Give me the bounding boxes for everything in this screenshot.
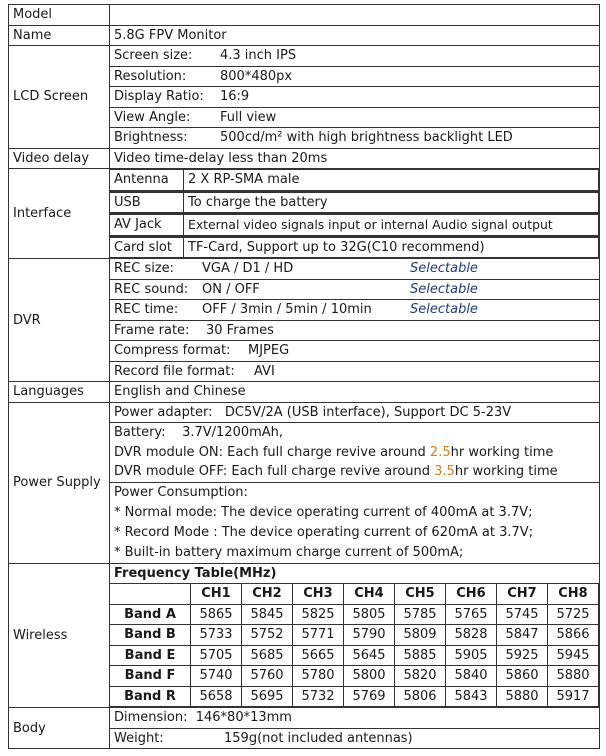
band-row bbox=[110, 686, 599, 707]
frequency-corner bbox=[110, 584, 191, 605]
freq-cell: 5847 bbox=[497, 625, 548, 646]
freq-cell: 5880 bbox=[548, 666, 599, 687]
frequency-table-cell bbox=[110, 563, 600, 708]
freq-cell: 5945 bbox=[548, 645, 599, 666]
dvr-rec-sound bbox=[110, 279, 600, 300]
channel-header: CH8 bbox=[548, 584, 599, 605]
band-name: Band B bbox=[110, 625, 191, 646]
channel-header: CH6 bbox=[446, 584, 497, 605]
interface-cell bbox=[110, 191, 600, 214]
lcd-value: 500cd/m² with high brightness backlight LED bbox=[220, 130, 513, 146]
power-key: Power Supply bbox=[9, 402, 110, 563]
freq-cell: 5769 bbox=[344, 686, 395, 707]
band-name: Band A bbox=[110, 604, 191, 625]
video-delay-value: Video time-delay less than 20ms bbox=[110, 148, 600, 169]
freq-cell: 5809 bbox=[395, 625, 446, 646]
band-name: Band R bbox=[110, 686, 191, 707]
freq-cell: 5785 bbox=[395, 604, 446, 625]
lcd-row bbox=[9, 46, 600, 67]
lcd-label: Display Ratio: bbox=[114, 89, 204, 105]
body-key: Body bbox=[9, 708, 110, 749]
freq-cell: 5685 bbox=[242, 645, 293, 666]
lcd-view-angle bbox=[110, 107, 600, 128]
dvr-label: REC size: bbox=[114, 261, 175, 277]
freq-cell: 5843 bbox=[446, 686, 497, 707]
interface-value: 2 X RP-SMA male bbox=[184, 170, 599, 191]
freq-cell: 5725 bbox=[548, 604, 599, 625]
dvr-value: OFF / 3min / 5min / 10min bbox=[202, 302, 372, 318]
spec-table bbox=[8, 4, 600, 749]
interface-label: Card slot bbox=[110, 237, 184, 258]
dvr-frame-rate bbox=[110, 320, 600, 341]
power-consumption-line: * Built-in battery maximum charge current of 500mA; bbox=[114, 544, 464, 560]
frequency-header-row bbox=[110, 584, 599, 605]
dvr-rec-time bbox=[110, 300, 600, 321]
freq-cell: 5733 bbox=[191, 625, 242, 646]
freq-cell: 5732 bbox=[293, 686, 344, 707]
body-dimension: Dimension: 146*80*13mm bbox=[110, 708, 600, 729]
lcd-value: Full view bbox=[220, 109, 277, 125]
freq-cell: 5760 bbox=[242, 666, 293, 687]
dvr-label: REC time: bbox=[114, 302, 179, 318]
freq-cell: 5917 bbox=[548, 686, 599, 707]
lcd-label: Screen size: bbox=[114, 48, 193, 64]
lcd-key: LCD Screen bbox=[9, 46, 110, 149]
power-consumption-cell bbox=[110, 482, 600, 563]
freq-cell: 5885 bbox=[395, 645, 446, 666]
band-row bbox=[110, 645, 599, 666]
power-row bbox=[9, 402, 600, 423]
dvr-value: VGA / D1 / HD bbox=[202, 261, 294, 277]
freq-cell: 5665 bbox=[293, 645, 344, 666]
interface-label: Antenna bbox=[110, 170, 184, 191]
band-name: Band E bbox=[110, 645, 191, 666]
power-consumption-title: Power Consumption: bbox=[114, 484, 248, 500]
dvr-compress bbox=[110, 341, 600, 362]
freq-cell: 5825 bbox=[293, 604, 344, 625]
power-consumption-line: * Normal mode: The device operating current of 400mA at 3.7V; bbox=[114, 504, 533, 520]
freq-cell: 5865 bbox=[191, 604, 242, 625]
band-row bbox=[110, 666, 599, 687]
power-dvr-on bbox=[114, 443, 595, 463]
lcd-display-ratio bbox=[110, 87, 600, 108]
dvr-key: DVR bbox=[9, 259, 110, 382]
dvr-rec-size bbox=[110, 259, 600, 280]
lcd-value: 800*480px bbox=[220, 68, 293, 84]
power-battery-cell bbox=[110, 423, 600, 483]
interface-value: TF-Card, Support up to 32G(C10 recommend) bbox=[184, 237, 599, 258]
name-key: Name bbox=[9, 25, 110, 46]
dvr-label: Compress format: bbox=[114, 343, 231, 359]
freq-cell: 5840 bbox=[446, 666, 497, 687]
lcd-label: Resolution: bbox=[114, 68, 187, 84]
interface-label: AV Jack bbox=[110, 215, 184, 236]
lcd-label: View Angle: bbox=[114, 109, 191, 125]
freq-cell: 5845 bbox=[242, 604, 293, 625]
band-row bbox=[110, 625, 599, 646]
interface-cell bbox=[110, 236, 600, 259]
power-dvr-on-hours: 2.5 bbox=[429, 444, 451, 460]
freq-cell: 5765 bbox=[446, 604, 497, 625]
dvr-label: Frame rate: bbox=[114, 322, 190, 338]
lcd-label: Brightness: bbox=[114, 130, 188, 146]
power-battery: Battery: 3.7V/1200mAh, bbox=[114, 425, 284, 440]
power-dvr-off-suffix: hr working time bbox=[454, 464, 558, 479]
dvr-label: REC sound: bbox=[114, 281, 189, 297]
dvr-note: Selectable bbox=[410, 261, 478, 277]
model-label: Model bbox=[9, 5, 110, 26]
body-weight-label: Weight: bbox=[114, 730, 164, 746]
power-dvr-off-hours: 3.5 bbox=[434, 464, 455, 479]
power-dvr-on-text: DVR module ON: Each full charge revive around bbox=[114, 444, 430, 460]
body-weight bbox=[110, 728, 600, 749]
freq-cell: 5740 bbox=[191, 666, 242, 687]
interface-cell bbox=[110, 169, 600, 192]
band-row bbox=[110, 604, 599, 625]
band-name: Band F bbox=[110, 666, 191, 687]
lcd-brightness bbox=[110, 128, 600, 149]
freq-cell: 5828 bbox=[446, 625, 497, 646]
name-row bbox=[9, 25, 600, 46]
dvr-note: Selectable bbox=[410, 302, 478, 318]
interface-key: Interface bbox=[9, 169, 110, 259]
freq-cell: 5806 bbox=[395, 686, 446, 707]
video-delay-key: Video delay bbox=[9, 148, 110, 169]
spec-sheet bbox=[8, 4, 600, 749]
dvr-value: ON / OFF bbox=[202, 281, 260, 297]
power-adapter: Power adapter: DC5V/2A (USB interface), Support DC 5-23V bbox=[110, 402, 600, 423]
freq-cell: 5925 bbox=[497, 645, 548, 666]
freq-cell: 5905 bbox=[446, 645, 497, 666]
freq-cell: 5790 bbox=[344, 625, 395, 646]
power-consumption-line: * Record Mode : The device operating current of 620mA at 3.7V; bbox=[114, 524, 534, 540]
wireless-key: Wireless bbox=[9, 563, 110, 708]
lcd-value: 4.3 inch IPS bbox=[220, 48, 297, 64]
video-delay-row bbox=[9, 148, 600, 169]
dvr-value: 30 Frames bbox=[206, 322, 274, 338]
frequency-table bbox=[110, 583, 599, 707]
dvr-note: Selectable bbox=[410, 281, 478, 297]
freq-cell: 5800 bbox=[344, 666, 395, 687]
channel-header: CH1 bbox=[191, 584, 242, 605]
frequency-table-title: Frequency Table(MHz) bbox=[114, 565, 277, 581]
languages-row bbox=[9, 382, 600, 403]
power-dvr-off bbox=[114, 462, 595, 482]
freq-cell: 5705 bbox=[191, 645, 242, 666]
channel-header: CH2 bbox=[242, 584, 293, 605]
freq-cell: 5866 bbox=[548, 625, 599, 646]
dvr-value: MJPEG bbox=[248, 343, 290, 359]
channel-header: CH7 bbox=[497, 584, 548, 605]
freq-cell: 5771 bbox=[293, 625, 344, 646]
interface-value: To charge the battery bbox=[184, 192, 599, 213]
power-dvr-on-suffix: hr working time bbox=[450, 444, 554, 460]
channel-header: CH4 bbox=[344, 584, 395, 605]
freq-cell: 5880 bbox=[497, 686, 548, 707]
body-weight-value: 159g(not included antennas) bbox=[224, 730, 413, 746]
freq-cell: 5695 bbox=[242, 686, 293, 707]
dvr-label: Record file format: bbox=[114, 363, 235, 379]
interface-row bbox=[9, 169, 600, 192]
lcd-value: 16:9 bbox=[220, 89, 250, 105]
languages-key: Languages bbox=[9, 382, 110, 403]
model-row bbox=[9, 5, 600, 26]
freq-cell: 5805 bbox=[344, 604, 395, 625]
freq-cell: 5745 bbox=[497, 604, 548, 625]
dvr-value: AVI bbox=[254, 363, 275, 379]
languages-value: English and Chinese bbox=[110, 382, 600, 403]
freq-cell: 5780 bbox=[293, 666, 344, 687]
channel-header: CH3 bbox=[293, 584, 344, 605]
freq-cell: 5820 bbox=[395, 666, 446, 687]
model-value bbox=[110, 5, 600, 26]
body-row bbox=[9, 708, 600, 729]
interface-value: External video signals input or internal Audio signal output bbox=[184, 215, 599, 236]
dvr-file-format bbox=[110, 361, 600, 382]
freq-cell: 5860 bbox=[497, 666, 548, 687]
channel-header: CH5 bbox=[395, 584, 446, 605]
lcd-screen-size bbox=[110, 46, 600, 67]
freq-cell: 5658 bbox=[191, 686, 242, 707]
interface-cell bbox=[110, 214, 600, 237]
freq-cell: 5645 bbox=[344, 645, 395, 666]
dvr-row bbox=[9, 259, 600, 280]
freq-cell: 5752 bbox=[242, 625, 293, 646]
power-dvr-off-text: DVR module OFF: Each full charge revive around bbox=[114, 464, 435, 479]
name-value: 5.8G FPV Monitor bbox=[110, 25, 600, 46]
wireless-row bbox=[9, 563, 600, 708]
lcd-resolution bbox=[110, 66, 600, 87]
interface-label: USB bbox=[110, 192, 184, 213]
